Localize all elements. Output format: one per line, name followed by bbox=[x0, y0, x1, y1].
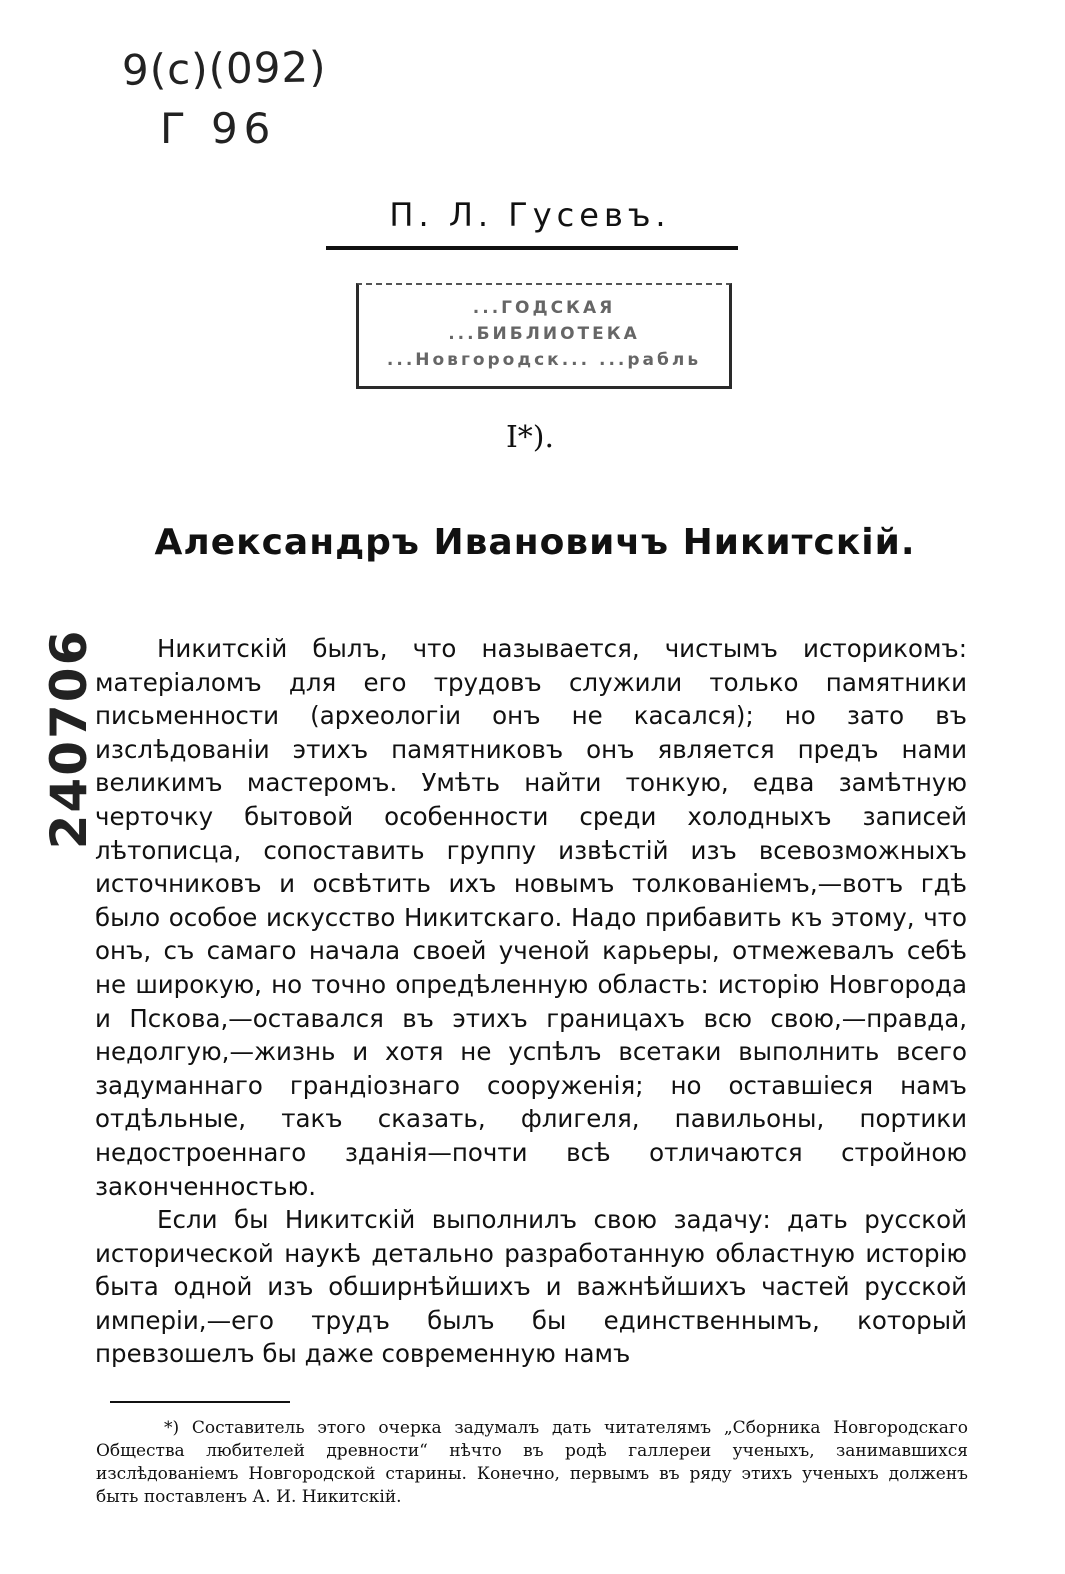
inventory-number-text: 240706 bbox=[40, 628, 98, 850]
author-name: П. Л. Гусевъ. bbox=[389, 196, 671, 234]
stamp-line2: ...БИБЛИОТЕКА bbox=[448, 324, 640, 344]
shelf-mark-line1: 9(с)(092) bbox=[121, 42, 327, 95]
footnote-divider bbox=[110, 1401, 290, 1403]
paragraph: Никитскій былъ, что называется, чистымъ историкомъ: матеріаломъ для его трудовъ служили только памятники письменности (археологіи онъ не касался); но зато въ изслѣдованіи этихъ памятниковъ онъ является предъ нами великимъ мастеромъ. Умѣть найти тонкую, едва замѣтную черточку бытовой особенности среди холодныхъ записей лѣтописца, сопоставить группу извѣстій изъ всевозможныхъ источниковъ и освѣтить ихъ новымъ толкованіемъ,—вотъ гдѣ было особое искусство Никитскаго. Надо прибавить къ этому, что онъ, съ самаго начала своей ученой карьеры, отмежевалъ себѣ не широкую, но точно опредѣленную область: исторію Новгорода и Пскова,—оставался въ этихъ границахъ всю свою,—правда, недолгую,—жизнь и хотя не успѣлъ всетаки выполнить всего задуманнаго грандіознаго сооруженія; но оставшіеся намъ отдѣльные, такъ сказать, флигеля, павильоны, портики недостроеннаго зданія—почти всѣ отличаются стройною законченностью. bbox=[95, 634, 967, 1201]
article-body bbox=[95, 632, 967, 1371]
article-title: Александръ Ивановичъ Никитскій. bbox=[154, 522, 916, 563]
stamp-line3: ...Новгородск... ...рабль bbox=[386, 350, 702, 370]
paragraph: Если бы Никитскій выполнилъ свою задачу: дать русской исторической наукѣ детально разработанную областную исторію быта одной изъ обширнѣйшихъ и важнѣйшихъ частей русской имперіи,—его трудъ былъ бы единственнымъ, который превзошелъ бы даже современную намъ bbox=[95, 1205, 967, 1369]
author-underline bbox=[326, 246, 738, 250]
footnote: *) Составитель этого очерка задумалъ дать читателямъ „Сборника Новгородскаго Общества любителей древности“ нѣчто въ родѣ галлереи ученыхъ, занимавшихся изслѣдованіемъ Новгородской старины. Конечно, первымъ въ ряду этихъ ученыхъ долженъ быть поставленъ А. И. Никитскій. bbox=[96, 1418, 968, 1507]
chapter-number: I*). bbox=[505, 420, 555, 455]
stamp-line1: ...ГОДСКАЯ bbox=[472, 298, 616, 318]
library-stamp bbox=[356, 283, 732, 389]
shelf-mark-line2: Г 96 bbox=[160, 104, 277, 153]
